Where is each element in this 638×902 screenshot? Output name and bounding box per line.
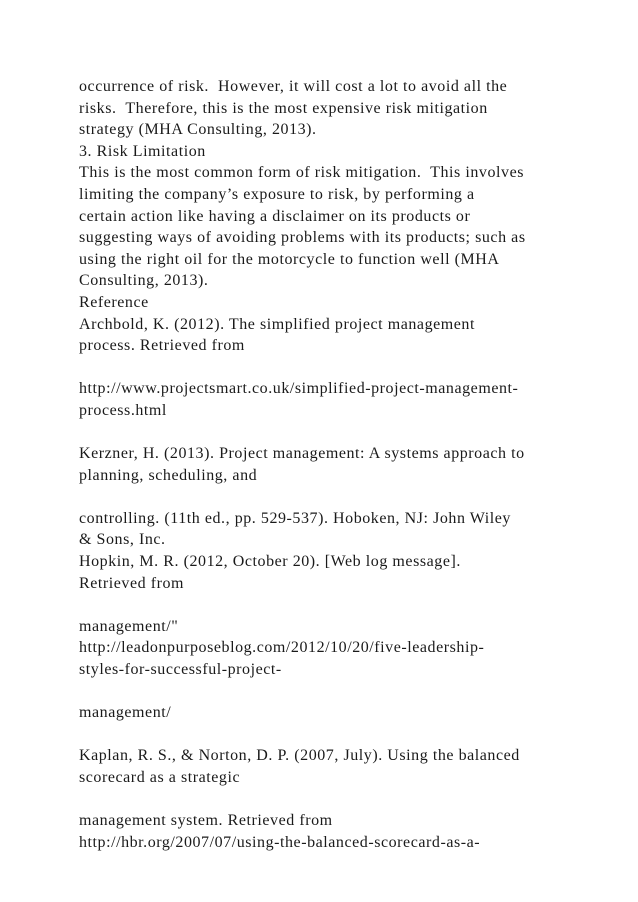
text-line: strategy (MHA Consulting, 2013).	[79, 121, 317, 139]
text-line: occurrence of risk. However, it will cost a lot to avoid all the	[79, 78, 508, 95]
reference-url: styles-for-successful-project-	[79, 661, 282, 679]
text-line: suggesting ways of avoiding problems with its products; such as	[79, 229, 526, 247]
blank-line	[79, 789, 599, 811]
reference-line: Retrieved from	[79, 574, 184, 592]
section-heading: 3. Risk Limitation	[79, 142, 206, 160]
reference-url: http://www.projectsmart.co.uk/simplified-project-management-	[79, 380, 519, 398]
reference-line: & Sons, Inc.	[79, 531, 166, 549]
blank-line	[79, 422, 599, 444]
reference-line: Kerzner, H. (2013). Project management: A systems approach to	[79, 445, 525, 463]
reference-heading: Reference	[79, 293, 149, 311]
reference-url: http://hbr.org/2007/07/using-the-balanced-scorecard-as-a-	[79, 833, 481, 851]
reference-url: process.html	[79, 401, 167, 419]
text-line: limiting the company’s exposure to risk, by performing a	[79, 185, 475, 203]
text-line: This is the most common form of risk mitigation. This involves	[79, 164, 525, 182]
text-line: using the right oil for the motorcycle to function well (MHA	[79, 250, 500, 268]
reference-line: management system. Retrieved from	[79, 812, 333, 830]
reference-line: planning, scheduling, and	[79, 466, 258, 484]
reference-line: Archbold, K. (2012). The simplified project management	[79, 315, 475, 333]
reference-line: controlling. (11th ed., pp. 529-537). Hoboken, NJ: John Wiley	[79, 509, 511, 527]
reference-line: scorecard as a strategic	[79, 769, 241, 786]
blank-line	[79, 357, 599, 379]
reference-line: management/	[79, 704, 172, 722]
reference-line: management/"	[79, 617, 179, 635]
blank-line	[79, 681, 599, 703]
text-line: Consulting, 2013).	[79, 272, 209, 290]
reference-url: http://leadonpurposeblog.com/2012/10/20/five-leadership-	[79, 639, 485, 657]
text-line: risks. Therefore, this is the most expensive risk mitigation	[79, 99, 488, 117]
blank-line	[79, 724, 599, 746]
reference-line: process. Retrieved from	[79, 337, 245, 355]
document-body	[79, 76, 599, 853]
blank-line	[79, 594, 599, 616]
blank-line	[79, 486, 599, 508]
reference-line: Hopkin, M. R. (2012, October 20). [Web log message].	[79, 553, 461, 571]
text-line: certain action like having a disclaimer on its products or	[79, 207, 471, 225]
reference-line: Kaplan, R. S., & Norton, D. P. (2007, July). Using the balanced	[79, 747, 520, 765]
